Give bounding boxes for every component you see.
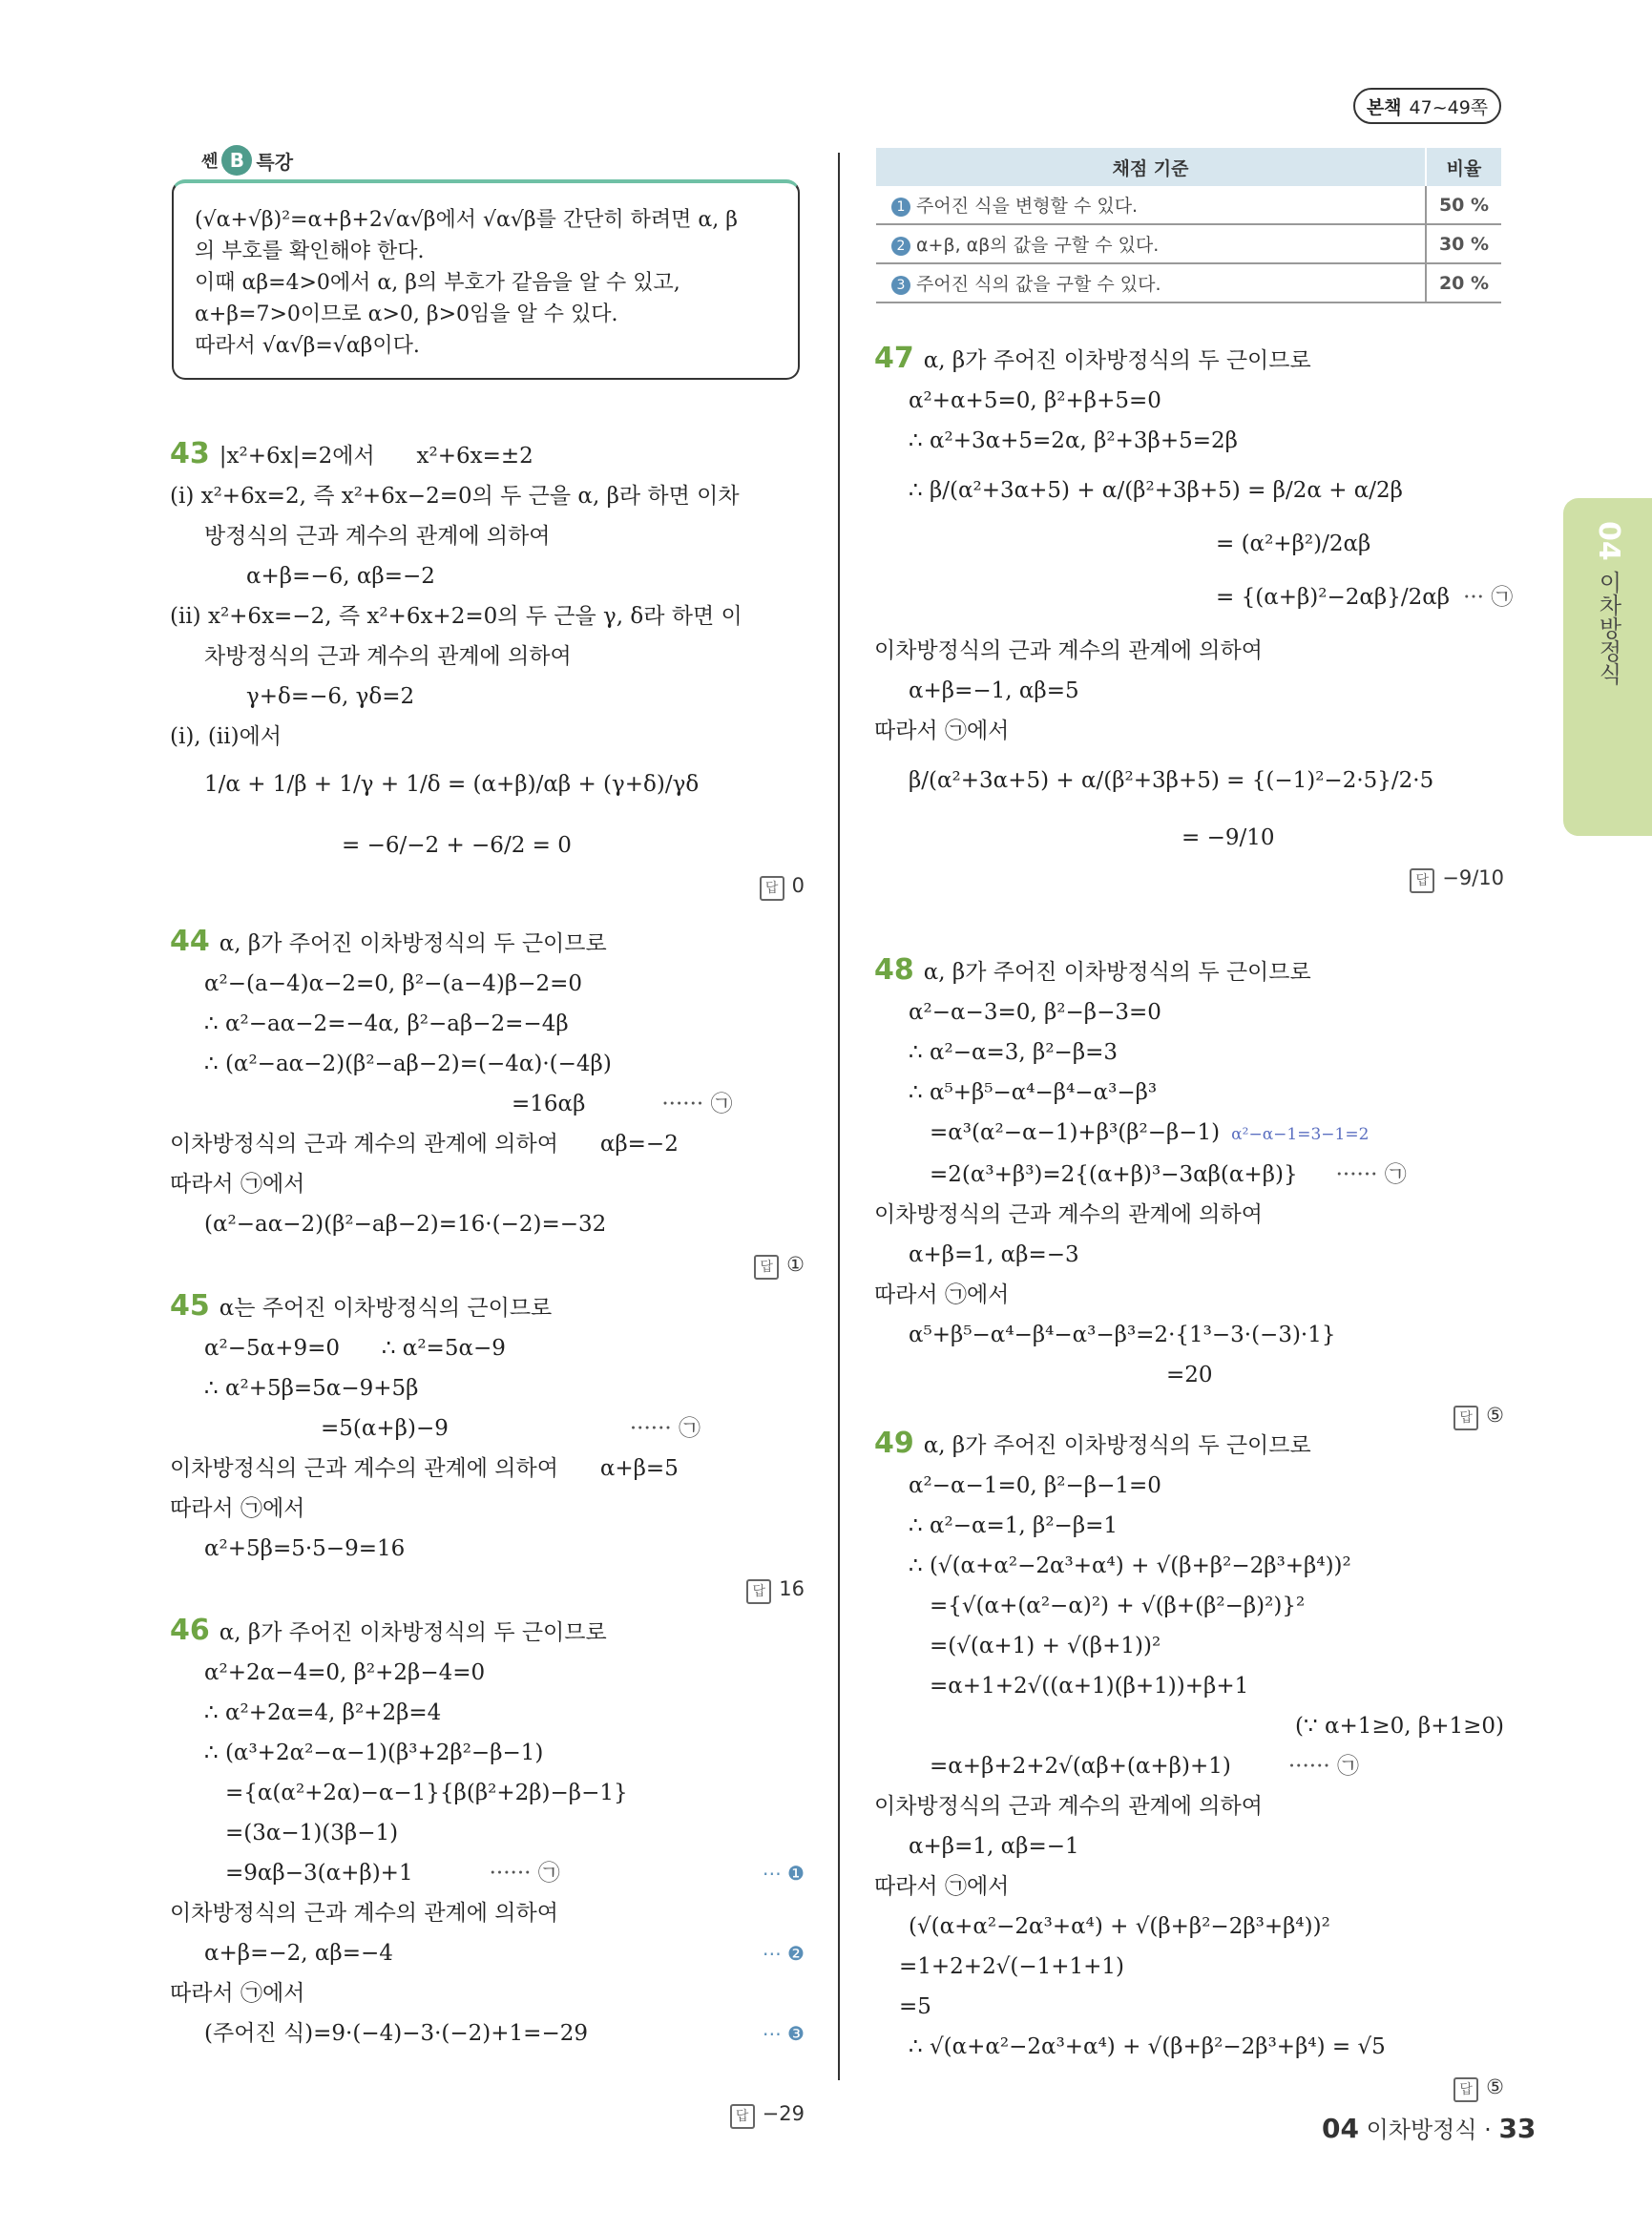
- solution-line: α, β가 주어진 이차방정식의 두 근이므로: [923, 1433, 1311, 1458]
- solution-line: α²−α−3=0, β²−β−3=0: [909, 1000, 1161, 1025]
- tip-line: 이때 αβ=4>0에서 α, β의 부호가 같음을 알 수 있고,: [195, 271, 680, 295]
- solution-line: =20: [1166, 1363, 1213, 1387]
- problem-number: 46: [170, 1614, 210, 1647]
- solution-line: α²−α−1=0, β²−β−1=0: [909, 1473, 1161, 1498]
- ratio-cell: 20 %: [1426, 263, 1501, 302]
- answer-value: 0: [791, 874, 805, 897]
- answer-value: −9/10: [1442, 866, 1504, 889]
- solution-line: 이차방정식의 근과 계수의 관계에 의하여: [874, 638, 1263, 663]
- answer-icon: 답: [1410, 868, 1434, 893]
- solution-line: (ⅱ) x²+6x=−2, 즉 x²+6x+2=0의 두 근을 γ, δ라 하면 이: [170, 604, 742, 629]
- problem-47: [874, 339, 1514, 938]
- solution-line: (주어진 식)=9·(−4)−3·(−2)+1=−29: [204, 2021, 588, 2046]
- solution-line: =2(α³+β³)=2{(α+β)³−3αβ(α+β)}: [930, 1162, 1298, 1187]
- solution-line: (ⅰ), (ⅱ)에서: [170, 724, 282, 749]
- table-row: [876, 224, 1501, 263]
- step-marker: ⋯ ❸: [762, 2022, 805, 2045]
- page-number: 33: [1498, 2113, 1537, 2144]
- solution-line: =(3α−1)(3β−1): [225, 1821, 399, 1845]
- criteria-text: 주어진 식을 변형할 수 있다.: [916, 196, 1139, 217]
- solution-line: =1+2+2√(−1+1+1): [899, 1954, 1125, 1979]
- solution-line: =α+1+2√((α+1)(β+1))+β+1: [930, 1674, 1249, 1699]
- solution-line: 이차방정식의 근과 계수의 관계에 의하여: [170, 1901, 558, 1926]
- tip-line: (√α+√β)²=α+β+2√α√β에서 √α√β를 간단히 하려면 α, β: [195, 208, 738, 232]
- solution-line: α, β가 주어진 이차방정식의 두 근이므로: [923, 348, 1311, 373]
- solution-line: (√(α+α²−2α³+α⁴) + √(β+β²−2β³+β⁴))²: [909, 1914, 1330, 1939]
- reference-mark: ······ ㉠: [661, 1092, 733, 1116]
- solution-line: (α²−aα−2)(β²−aβ−2)=16·(−2)=−32: [204, 1212, 607, 1237]
- page-reference-range: 47~49쪽: [1409, 96, 1489, 118]
- solution-line: |x²+6x|=2에서 x²+6x=±2: [219, 444, 533, 469]
- solution-line: =5(α+β)−9: [321, 1416, 449, 1441]
- chapter-number: 04: [1592, 521, 1625, 561]
- annotation-note: α²−α−1=3−1=2: [1231, 1125, 1370, 1144]
- answer: [760, 865, 805, 906]
- step-number-icon: 2: [891, 237, 910, 256]
- solution-line: 1/α + 1/β + 1/γ + 1/δ = (α+β)/αβ + (γ+δ)/γδ: [204, 772, 700, 797]
- solution-line: = −6/−2 + −6/2 = 0: [342, 833, 572, 858]
- step-number-icon: 3: [891, 276, 910, 295]
- solution-line: ∴ α²+5β=5α−9+5β: [204, 1376, 419, 1401]
- step-number-icon: 1: [891, 198, 910, 217]
- solution-line: ∴ α²−aα−2=−4α, β²−aβ−2=−4β: [204, 1011, 569, 1036]
- chapter-side-tab: [1563, 498, 1652, 836]
- solution-line: =5: [899, 1994, 931, 2019]
- solution-line: = {(α+β)²−2αβ}/2αβ: [1216, 585, 1451, 610]
- reference-mark: ······ ㉠: [1335, 1162, 1407, 1187]
- solution-line: =α+β+2+2√(αβ+(α+β)+1): [930, 1754, 1231, 1779]
- solution-line: ∴ α²+3α+5=2α, β²+3β+5=2β: [909, 428, 1238, 453]
- reference-mark: ··· ㉠: [1463, 585, 1514, 610]
- solution-line: ∴ (α²−aα−2)(β²−aβ−2)=(−4α)·(−4β): [204, 1052, 612, 1076]
- answer-value: ⑤: [1486, 1404, 1504, 1427]
- page-footer: 04 이차방정식 · 33: [1322, 2113, 1537, 2144]
- solution-line: =α³(α²−α−1)+β³(β²−β−1): [930, 1120, 1221, 1145]
- reference-mark: ······ ㉠: [1287, 1754, 1360, 1779]
- step-marker: ⋯ ❶: [762, 1862, 805, 1885]
- solution-line: ∴ α²+2α=4, β²+2β=4: [204, 1700, 442, 1725]
- answer-value: ⑤: [1486, 2075, 1504, 2098]
- solution-line: 따라서 ㉠에서: [874, 719, 1010, 743]
- table-row: [876, 186, 1501, 224]
- solution-line: α, β가 주어진 이차방정식의 두 근이므로: [219, 1620, 607, 1645]
- criteria-text: α+β, αβ의 값을 구할 수 있다.: [916, 235, 1160, 256]
- step-marker: ⋯ ❷: [762, 1942, 805, 1965]
- answer-icon: 답: [1453, 1406, 1478, 1430]
- scoring-header-criteria: 채점 기준: [876, 148, 1426, 186]
- solution-line: 이차방정식의 근과 계수의 관계에 의하여 αβ=−2: [170, 1132, 679, 1157]
- solution-line: = −9/10: [1181, 825, 1275, 850]
- solution-line: =(√(α+1) + √(β+1))²: [930, 1634, 1161, 1658]
- solution-line: α+β=−6, αβ=−2: [246, 564, 435, 589]
- problem-number: 43: [170, 437, 210, 470]
- solution-line: ∴ α²−α=3, β²−β=3: [909, 1040, 1119, 1065]
- solution-line: α²+α+5=0, β²+β+5=0: [909, 388, 1161, 413]
- page-reference: [1353, 88, 1501, 124]
- solution-line: α+β=1, αβ=−1: [909, 1834, 1079, 1859]
- solution-line: α+β=−2, αβ=−4: [204, 1941, 393, 1966]
- footer-chapter-title: 이차방정식: [1366, 2116, 1477, 2143]
- tip-line: α+β=7>0이므로 α>0, β>0임을 알 수 있다.: [195, 302, 618, 326]
- answer: [1453, 2067, 1504, 2107]
- solution-line: α²+5β=5·5−9=16: [204, 1536, 406, 1561]
- answer: [730, 2094, 805, 2134]
- ratio-cell: 50 %: [1426, 186, 1501, 224]
- solution-line: = (α²+β²)/2αβ: [1216, 532, 1371, 556]
- chapter-title: 이차방정식: [1595, 570, 1621, 685]
- solution-line: 따라서 ㉠에서: [874, 1282, 1010, 1307]
- answer-icon: 답: [754, 1255, 779, 1280]
- solution-line: 방정식의 근과 계수의 관계에 의하여: [204, 524, 551, 549]
- problem-number: 48: [874, 953, 914, 987]
- problem-43: [170, 434, 805, 946]
- solution-line: α, β가 주어진 이차방정식의 두 근이므로: [923, 960, 1311, 985]
- solution-line: α+β=−1, αβ=5: [909, 678, 1079, 703]
- solution-line: α²−5α+9=0 ∴ α²=5α−9: [204, 1336, 506, 1361]
- table-row: [876, 263, 1501, 302]
- answer: [746, 1569, 805, 1609]
- answer-icon: 답: [760, 876, 784, 901]
- answer-value: 16: [779, 1577, 805, 1600]
- solution-line: ∴ α⁵+β⁵−α⁴−β⁴−α³−β³: [909, 1080, 1158, 1105]
- problem-number: 44: [170, 925, 210, 958]
- column-divider: [838, 153, 840, 2080]
- answer-icon: 답: [730, 2104, 755, 2129]
- solution-line: 따라서 ㉠에서: [170, 1172, 305, 1197]
- tip-line: 따라서 √α√β=√αβ이다.: [195, 334, 420, 358]
- reference-mark: ······ ㉠: [629, 1416, 701, 1441]
- solution-line: ∴ α²−α=1, β²−β=1: [909, 1513, 1119, 1538]
- solution-line: 이차방정식의 근과 계수의 관계에 의하여: [874, 1202, 1263, 1227]
- tip-line: 의 부호를 확인해야 한다.: [195, 240, 425, 263]
- scoring-table: [876, 148, 1501, 303]
- problem-45: [170, 1286, 805, 1649]
- problem-49: [874, 1424, 1504, 2147]
- tip-title: 특강: [256, 150, 294, 174]
- problem-number: 47: [874, 342, 914, 375]
- solution-line: 따라서 ㉠에서: [170, 1981, 305, 2006]
- solution-line: ∴ (α³+2α²−α−1)(β³+2β²−β−1): [204, 1741, 544, 1765]
- page-reference-label: 본책: [1366, 96, 1402, 118]
- solution-line: (ⅰ) x²+6x=2, 즉 x²+6x−2=0의 두 근을 α, β라 하면 이차: [170, 484, 740, 509]
- answer-value: ①: [786, 1253, 805, 1276]
- problem-44: [170, 922, 805, 1324]
- solution-line: ={α(α²+2α)−α−1}{β(β²+2β)−β−1}: [225, 1781, 628, 1805]
- solution-line: 차방정식의 근과 계수의 관계에 의하여: [204, 644, 572, 669]
- solution-line: 따라서 ㉠에서: [170, 1496, 305, 1521]
- tip-box: [172, 179, 800, 380]
- scoring-header-ratio: 비율: [1426, 148, 1501, 186]
- solution-line: α는 주어진 이차방정식의 근이므로: [219, 1296, 553, 1321]
- solution-line: γ+δ=−6, γδ=2: [246, 684, 415, 709]
- answer: [1410, 858, 1504, 898]
- criteria-text: 주어진 식의 값을 구할 수 있다.: [916, 274, 1161, 295]
- solution-line: α⁵+β⁵−α⁴−β⁴−α³−β³=2·{1³−3·(−3)·1}: [909, 1323, 1336, 1347]
- answer: [754, 1244, 805, 1284]
- solution-line: 이차방정식의 근과 계수의 관계에 의하여 α+β=5: [170, 1456, 679, 1481]
- solution-line: (∵ α+1≥0, β+1≥0): [1295, 1714, 1504, 1739]
- solution-line: α+β=1, αβ=−3: [909, 1242, 1079, 1267]
- solution-line: α, β가 주어진 이차방정식의 두 근이므로: [219, 931, 607, 956]
- solution-line: α²−(a−4)α−2=0, β²−(a−4)β−2=0: [204, 971, 583, 996]
- answer-icon: 답: [1453, 2077, 1478, 2102]
- answer-icon: 답: [746, 1579, 771, 1604]
- solution-line: =16αβ: [512, 1092, 586, 1116]
- solution-line: β/(α²+3α+5) + α/(β²+3β+5) = {(−1)²−2·5}/2·5: [909, 768, 1434, 793]
- tip-label: [196, 145, 299, 176]
- problem-number: 49: [874, 1427, 914, 1460]
- tip-badge-icon: B: [221, 145, 252, 176]
- solution-line: 이차방정식의 근과 계수의 관계에 의하여: [874, 1794, 1263, 1819]
- solution-line: ∴ β/(α²+3α+5) + α/(β²+3β+5) = β/2α + α/2β: [909, 478, 1403, 503]
- solution-line: α²+2α−4=0, β²+2β−4=0: [204, 1660, 486, 1685]
- answer-value: −29: [762, 2102, 805, 2125]
- problem-48: [874, 950, 1504, 1475]
- reference-mark: ······ ㉠: [489, 1861, 560, 1886]
- solution-line: ={√(α+(α²−α)²) + √(β+(β²−β)²)}²: [930, 1594, 1306, 1618]
- solution-line: ∴ √(α+α²−2α³+α⁴) + √(β+β²−2β³+β⁴) = √5: [909, 2034, 1386, 2059]
- problem-46: [170, 1611, 805, 2174]
- footer-chapter-number: 04: [1322, 2113, 1359, 2144]
- problem-number: 45: [170, 1289, 210, 1323]
- ratio-cell: 30 %: [1426, 224, 1501, 263]
- solution-line: 따라서 ㉠에서: [874, 1874, 1010, 1899]
- solution-line: ∴ (√(α+α²−2α³+α⁴) + √(β+β²−2β³+β⁴))²: [909, 1553, 1351, 1578]
- tip-brand: 쎈: [201, 152, 219, 172]
- solution-line: =9αβ−3(α+β)+1: [225, 1861, 413, 1886]
